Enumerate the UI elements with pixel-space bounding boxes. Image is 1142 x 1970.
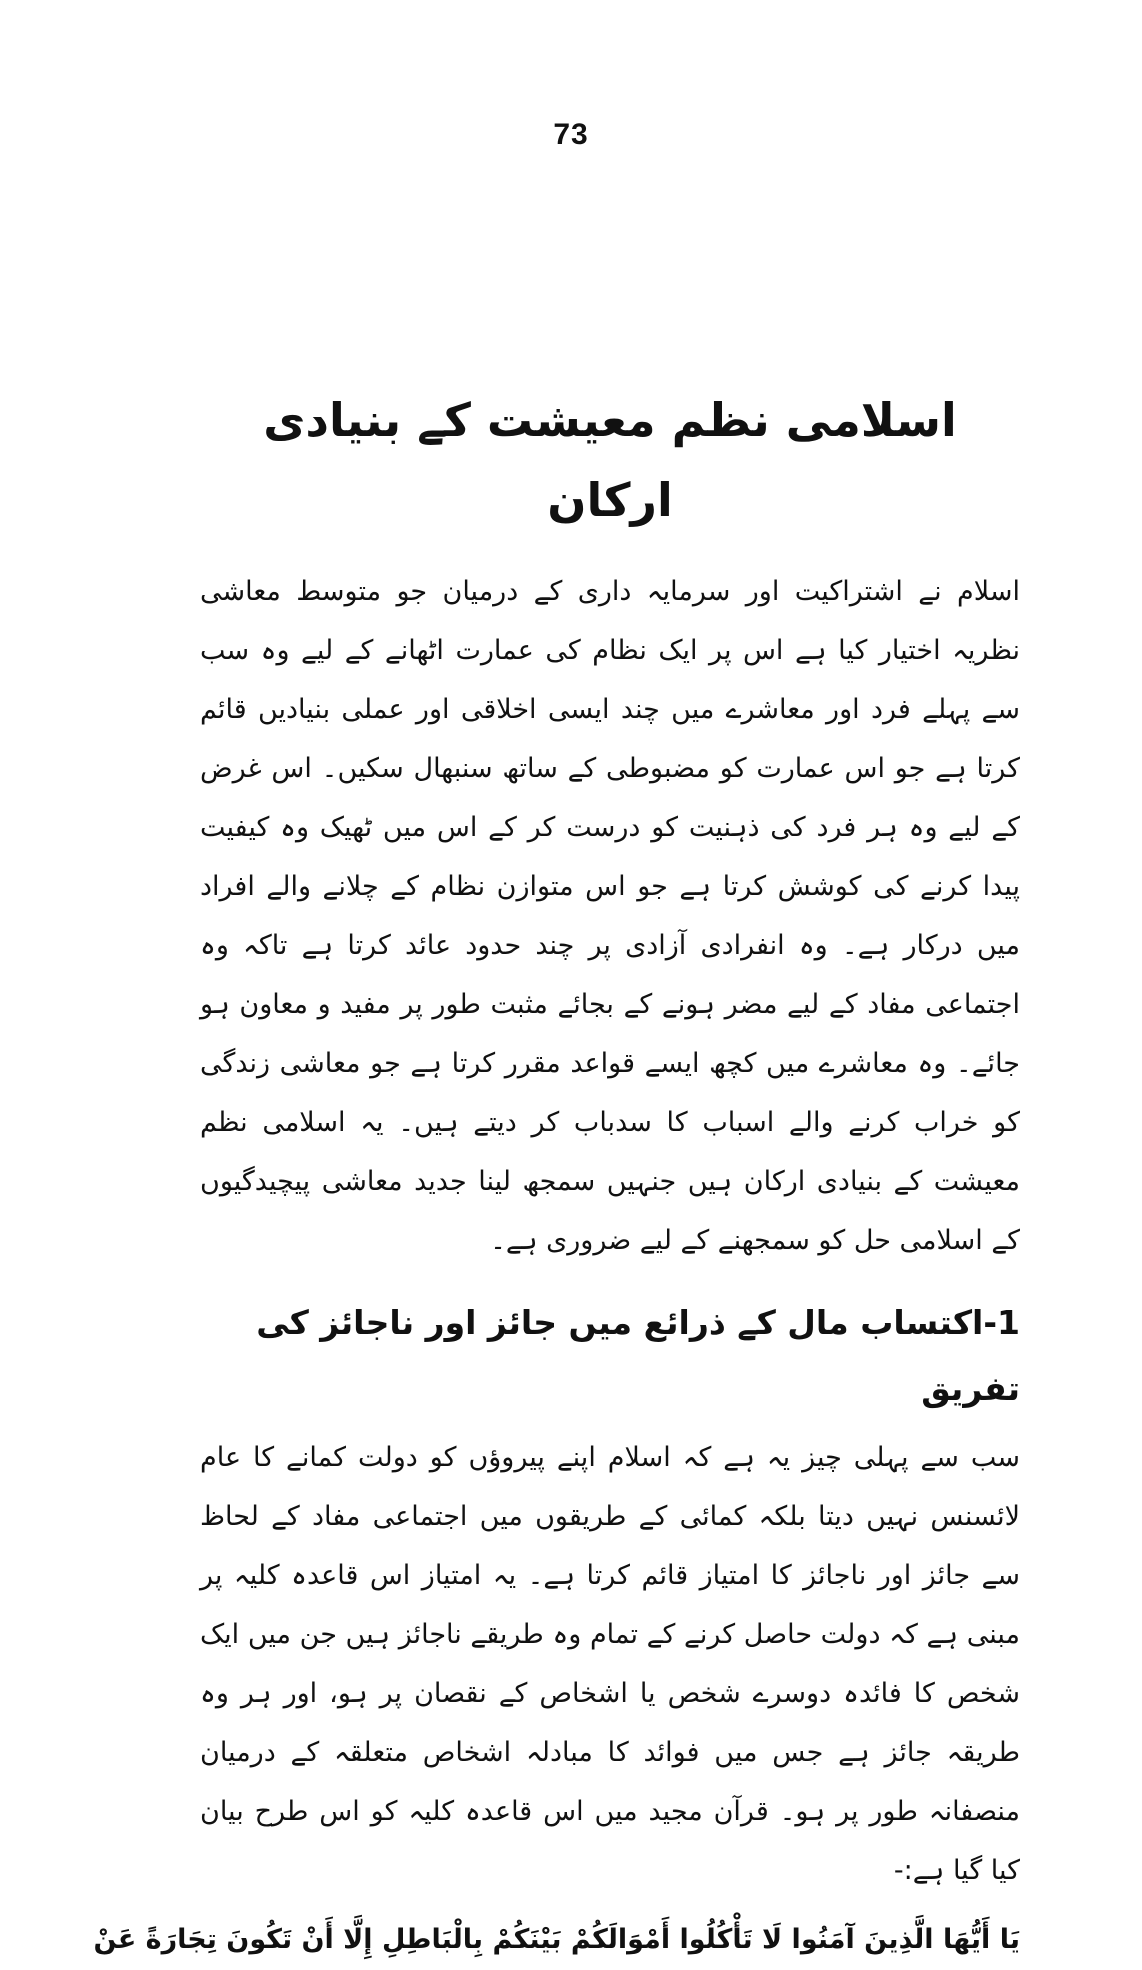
section-paragraph: سب سے پہلی چیز یہ ہے کہ اسلام اپنے پیروؤں کو دولت کمانے کا عام لائسنس نہیں دیتا بلکہ کمائی کے طریقوں میں اجتماعی مفاد کے لحاظ سے جائز اور ناجائز کا امتیاز قائم کرتا ہے۔ یہ امتیاز اس قاعدہ کلیہ پر مبنی ہے کہ دولت حاصل کرنے کے تمام وہ طریقے ناجائز ہیں جن میں ایک شخص کا فائدہ دوسرے شخص یا اشخاص کے نقصان پر ہو، اور ہر وہ طریقہ جائز ہے جس میں فوائد کا مبادلہ اشخاص متعلقہ کے درمیان منصفانہ طور پر ہو۔ قرآن مجید میں اس قاعدہ کلیہ کو اس طرح بیان کیا گیا ہے:- [200, 1442, 1020, 1886]
intro-paragraph: اسلام نے اشتراکیت اور سرمایہ داری کے درمیان جو متوسط معاشی نظریہ اختیار کیا ہے اس پر ایک نظام کی عمارت اٹھانے کے لیے وہ سب سے پہلے فرد اور معاشرے میں چند ایسی اخلاقی اور عملی بنیادیں قائم کرتا ہے جو اس عمارت کو مضبوطی کے ساتھ سنبھال سکیں۔ اس غرض کے لیے وہ ہر فرد کی ذہنیت کو درست کر کے اس میں ٹھیک وہ کیفیت پیدا کرنے کی کوشش کرتا ہے جو اس متوازن نظام کے چلانے والے افراد میں درکار ہے۔ وہ انفرادی آزادی پر چند حدود عائد کرتا ہے تاکہ وہ اجتماعی مفاد کے لیے مضر ہونے کے بجائے مثبت طور پر مفید و معاون ہو جائے۔ وہ معاشرے میں کچھ ایسے قواعد مقرر کرتا ہے جو معاشی زندگی کو خراب کرنے والے اسباب کا سدباب کر دیتے ہیں۔ یہ اسلامی نظم معیشت کے بنیادی ارکان ہیں جنہیں سمجھ لینا جدید معاشی پیچیدگیوں کے اسلامی حل کو سمجھنے کے لیے ضروری ہے۔ [200, 576, 1020, 1256]
page-number: 73 [553, 118, 589, 151]
section-heading: 1-اکتساب مال کے ذرائع میں جائز اور ناجائز کی تفریق [256, 1303, 1020, 1408]
chapter-title: اسلامی نظم معیشت کے بنیادی ارکان [263, 393, 957, 527]
page-content [93, 380, 1020, 1970]
quran-verse: يَا أَيُّهَا الَّذِينَ آمَنُوا لَا تَأْكُلُوا أَمْوَالَكُمْ بَيْنَكُمْ بِالْبَاطِلِ إِلَّا أَنْ تَكُونَ تِجَارَةً عَنْ [93, 1924, 1020, 1955]
